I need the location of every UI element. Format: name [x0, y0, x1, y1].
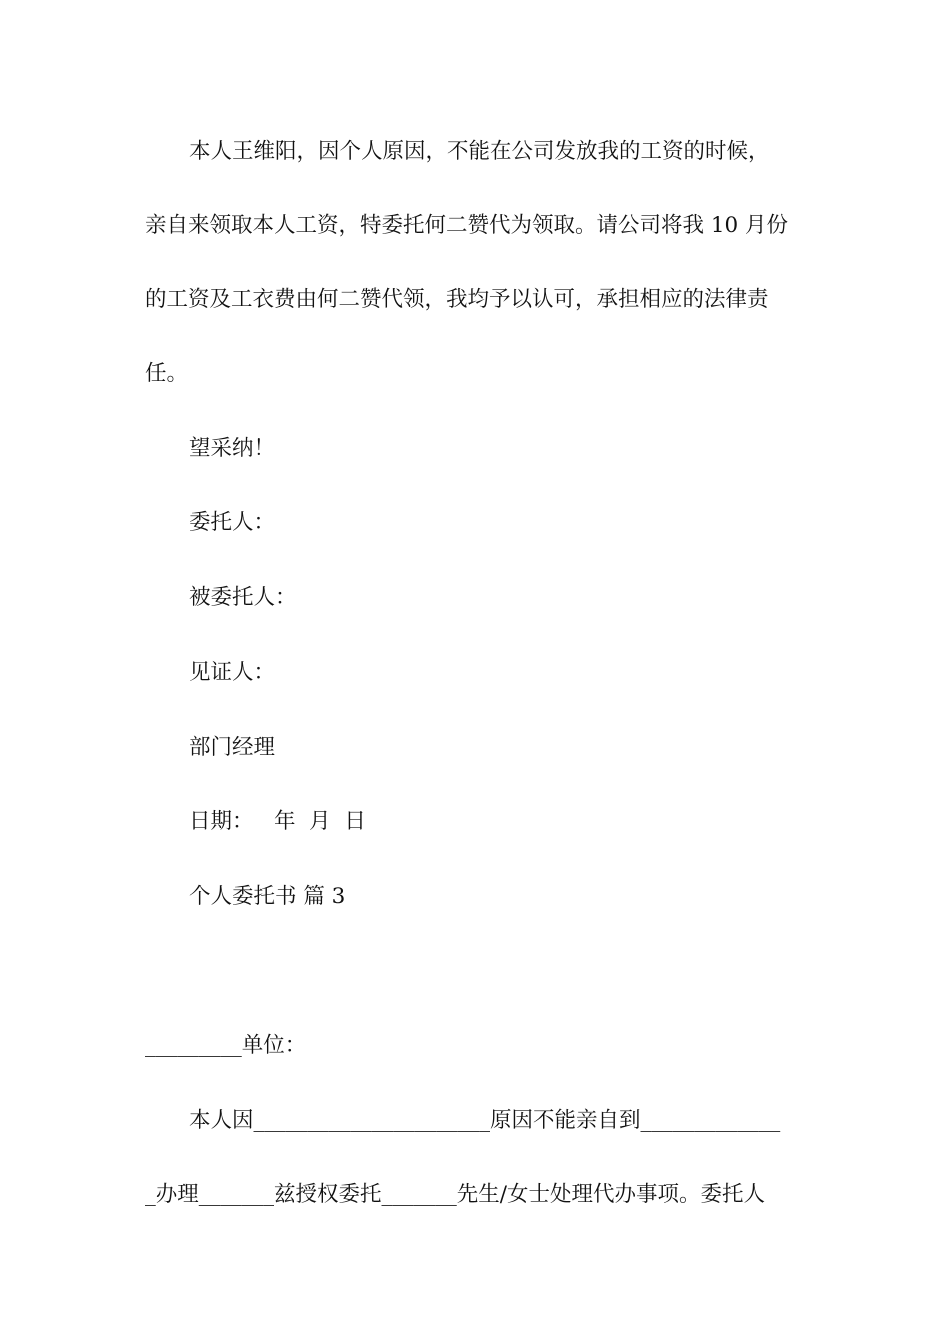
paragraph1-line3: 的工资及工衣费由何二赞代领，我均予以认可，承担相应的法律责	[145, 287, 769, 312]
agent-label: 被委托人：	[189, 585, 297, 610]
paragraph1-line4: 任。	[145, 361, 189, 386]
paragraph2-line2: _办理_______兹授权委托_______先生/女士处理代办事项。委托人	[145, 1182, 765, 1207]
paragraph1-line2: 亲自来领取本人工资，特委托何二赞代为领取。请公司将我 10 月份	[145, 213, 789, 238]
unit-line: _________单位：	[145, 1033, 307, 1058]
paragraph1-line1: 本人王维阳，因个人原因，不能在公司发放我的工资的时候，	[189, 139, 770, 164]
date-line: 日期： 年 月 日	[189, 809, 366, 834]
witness-label: 见证人：	[189, 660, 276, 685]
department-manager-label: 部门经理	[189, 735, 276, 760]
closing-text: 望采纳！	[189, 436, 276, 461]
paragraph2-line1: 本人因______________________原因不能亲自到_____________	[189, 1108, 781, 1133]
principal-label: 委托人：	[189, 510, 276, 535]
section-title: 个人委托书 篇 3	[189, 884, 346, 909]
